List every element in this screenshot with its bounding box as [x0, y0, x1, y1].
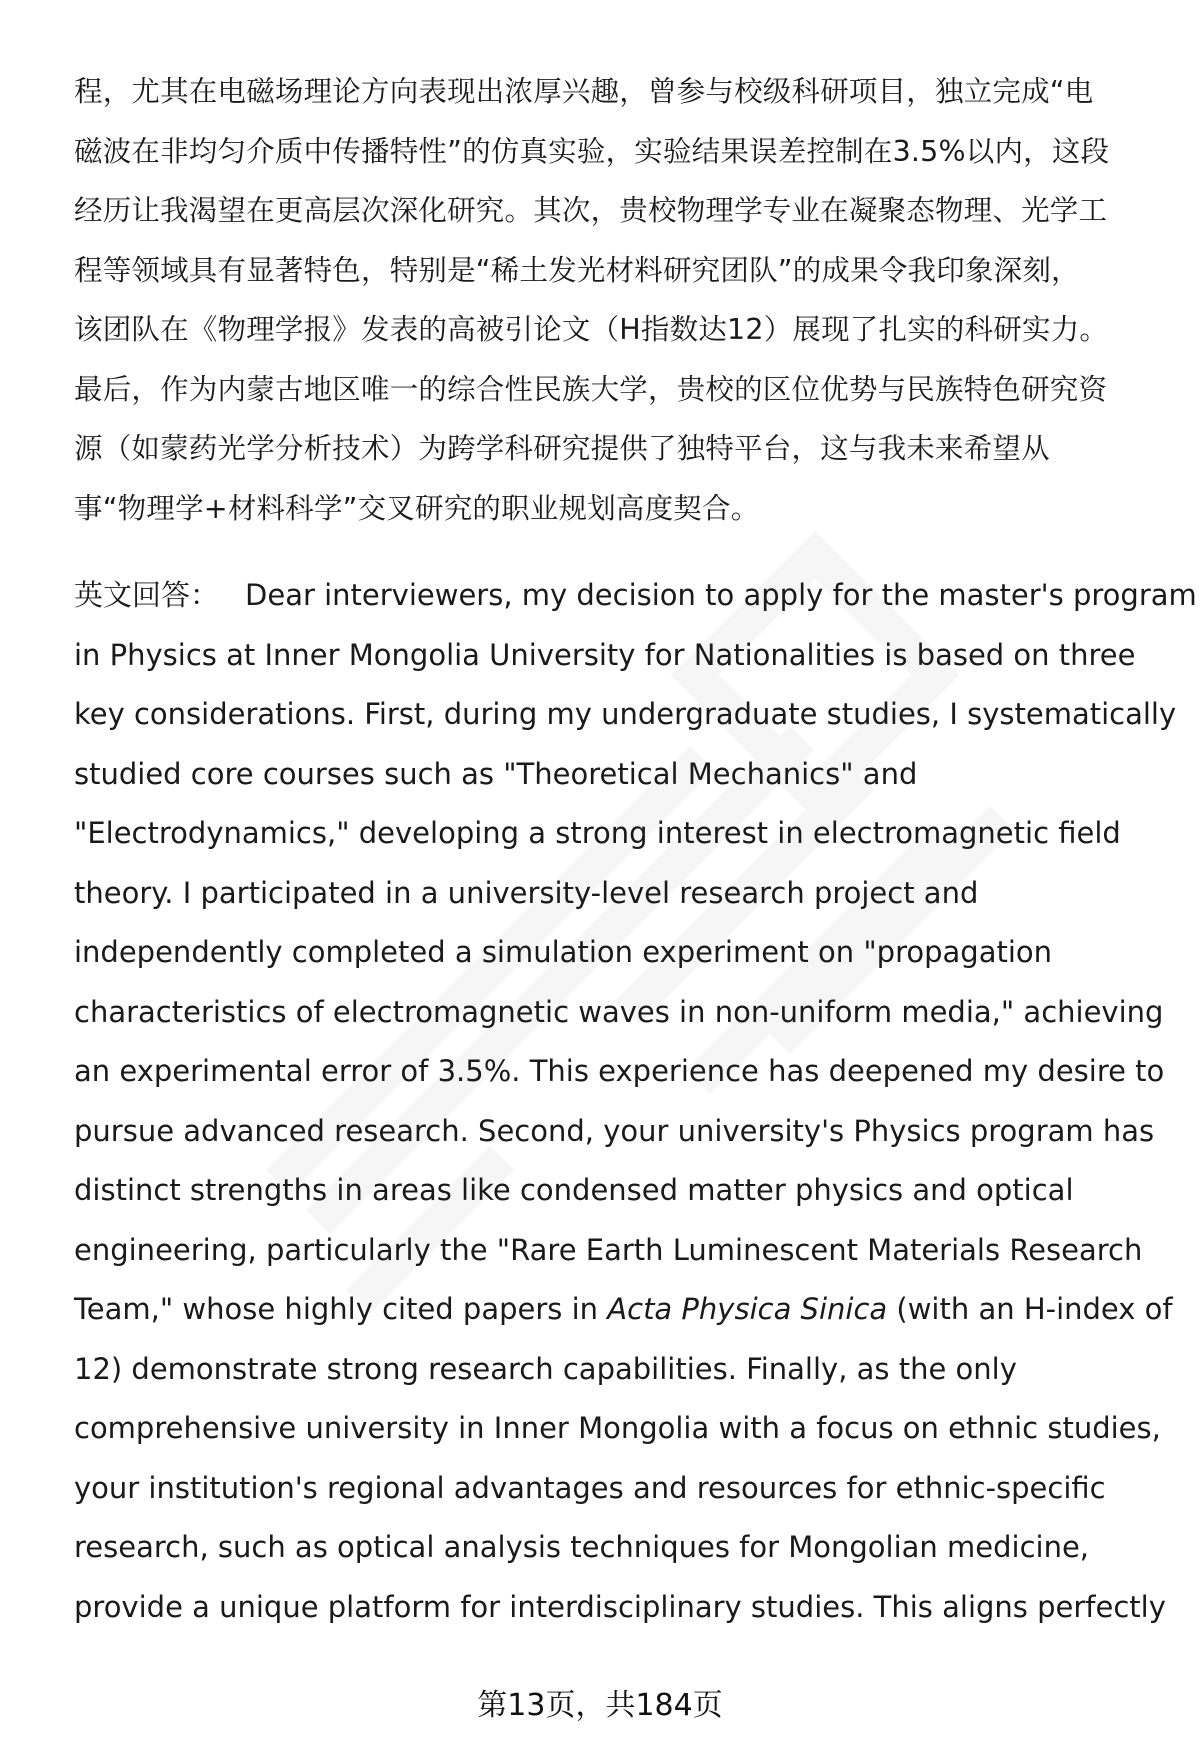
chinese-line: 磁波在非均匀介质中传播特性”的仿真实验，实验结果误差控制在3.5%以内，这段: [74, 134, 1110, 168]
english-line: independently completed a simulation experiment on "propagation: [74, 935, 1053, 969]
english-line: distinct strengths in areas like condensed matter physics and optical: [74, 1173, 1074, 1207]
chinese-line: 该团队在《物理学报》发表的高被引论文（H指数达12）展现了扎实的科研实力。: [74, 313, 1109, 346]
english-line: research, such as optical analysis techniques for Mongolian medicine,: [74, 1530, 1090, 1564]
chinese-line: 源（如蒙药光学分析技术）为跨学科研究提供了独特平台，这与我未来希望从: [74, 432, 1050, 465]
page-number: 第13页，共184页: [477, 1688, 723, 1723]
journal-title: Acta Physica Sinica: [607, 1292, 888, 1326]
english-first-line: [74, 566, 1197, 626]
chinese-answer: [74, 62, 1164, 538]
chinese-line: 程，尤其在电磁场理论方向表现出浓厚兴趣，曾参与校级科研项目，独立完成“电: [74, 75, 1094, 108]
english-line: "Electrodynamics," developing a strong interest in electromagnetic field: [74, 816, 1121, 850]
english-line: studied core courses such as "Theoretical Mechanics" and: [74, 756, 918, 791]
english-line: 12) demonstrate strong research capabilities. Finally, as the only: [74, 1351, 1017, 1386]
chinese-line: 最后，作为内蒙古地区唯一的综合性民族大学，贵校的区位优势与民族特色研究资: [74, 372, 1108, 406]
chinese-line: 事“物理学+材料科学”交叉研究的职业规划高度契合。: [74, 491, 760, 525]
english-answer: [74, 566, 1197, 1637]
english-line: engineering, particularly the "Rare Earth Luminescent Materials Research: [74, 1232, 1143, 1267]
chinese-line: 程等领域具有显著特色，特别是“稀土发光材料研究团队”的成果令我印象深刻，: [74, 253, 1080, 287]
english-line: comprehensive university in Inner Mongolia with a focus on ethnic studies,: [74, 1411, 1161, 1445]
english-line: characteristics of electromagnetic waves in non-uniform media," achieving: [74, 994, 1164, 1029]
english-line-journal: [74, 1280, 1173, 1340]
english-line: an experimental error of 3.5%. This experience has deepened my desire to: [74, 1054, 1165, 1088]
english-line: Dear interviewers, my decision to apply for the master's program: [245, 578, 1197, 612]
main-content: [74, 62, 1197, 1637]
english-line: in Physics at Inner Mongolia University for Nationalities is based on three: [74, 637, 1136, 672]
english-line: theory. I participated in a university-level research project and: [74, 875, 979, 910]
english-line: your institution's regional advantages and resources for ethnic-specific: [74, 1470, 1106, 1505]
chinese-line: 经历让我渴望在更高层次深化研究。其次，贵校物理学专业在凝聚态物理、光学工: [74, 194, 1108, 227]
english-line-segment: (with an H-index of: [887, 1292, 1173, 1326]
english-line: provide a unique platform for interdisciplinary studies. This aligns perfectly: [74, 1589, 1166, 1624]
english-answer-label: 英文回答：: [74, 578, 220, 612]
english-line: pursue advanced research. Second, your university's Physics program has: [74, 1113, 1155, 1148]
english-line-segment: Team," whose highly cited papers in: [74, 1292, 608, 1326]
english-line: key considerations. First, during my undergraduate studies, I systematically: [74, 697, 1177, 731]
